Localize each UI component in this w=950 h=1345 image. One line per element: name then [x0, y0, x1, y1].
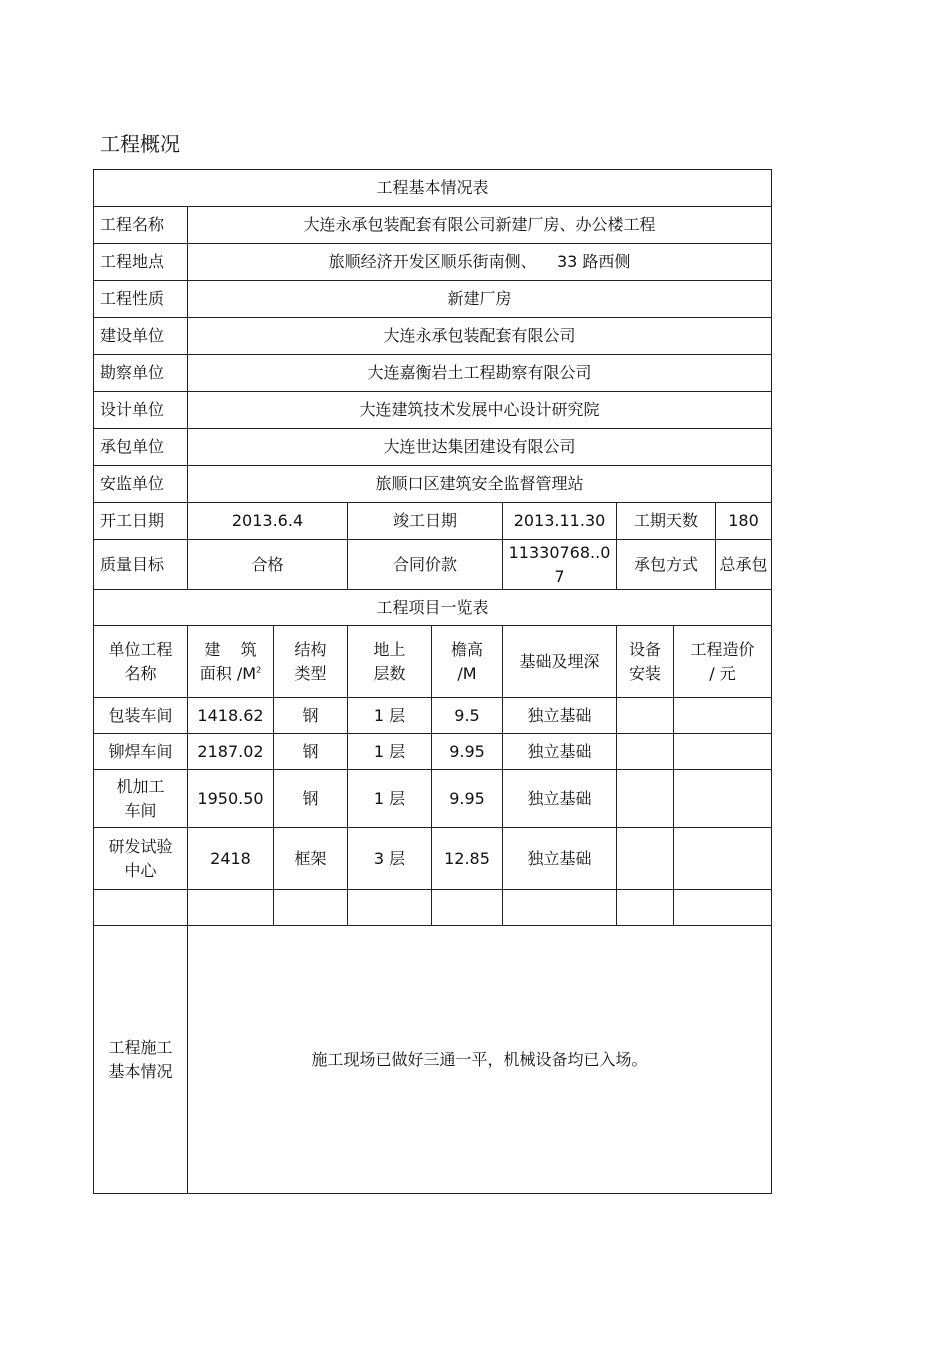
foundation-cell: 独立基础	[503, 828, 617, 890]
unit-name	[94, 734, 188, 770]
field-label: 承包单位	[94, 429, 188, 466]
site-condition-value: 施工现场已做好三通一平，机械设备均已入场。	[188, 926, 772, 1194]
quality-goal-label: 质量目标	[94, 540, 188, 590]
contract-mode-cell	[617, 540, 771, 589]
empty-cell	[617, 890, 674, 926]
owner-unit-value: 大连永承包装配套有限公司	[188, 318, 772, 355]
field-label: 建设单位	[94, 318, 188, 355]
area-cell: 1418.62	[188, 698, 274, 734]
survey-unit-value: 大连嘉衡岩土工程勘察有限公司	[188, 355, 772, 392]
field-label: 勘察单位	[94, 355, 188, 392]
empty-cell	[274, 890, 348, 926]
equipment-cell	[617, 828, 674, 890]
header-line	[190, 662, 271, 686]
header-line: 设备	[628, 639, 661, 659]
empty-row	[94, 890, 772, 926]
header-line: 安装	[628, 663, 661, 683]
empty-cell	[348, 890, 432, 926]
header-line: /M	[457, 663, 477, 683]
project-table-title: 工程项目一览表	[94, 590, 772, 626]
safety-supervisor-value: 旅顺口区建筑安全监督管理站	[188, 466, 772, 503]
quality-goal-value: 合格	[188, 540, 348, 590]
contract-mode-value: 总承包	[719, 554, 768, 574]
empty-cell	[503, 890, 617, 926]
height-cell: 9.95	[432, 734, 503, 770]
table-row	[94, 207, 772, 244]
unit-name-line: 机加工	[116, 776, 165, 796]
structure-cell: 钢	[274, 698, 348, 734]
contract-price-label: 合同价款	[348, 540, 503, 590]
area-cell: 1950.50	[188, 770, 274, 828]
unit-name	[94, 698, 188, 734]
header-line: 类型	[294, 663, 327, 683]
header-line: 层数	[373, 663, 406, 683]
foundation-cell: 独立基础	[503, 734, 617, 770]
site-condition-row	[94, 926, 772, 1194]
table-row	[94, 734, 772, 770]
unit-name	[94, 828, 188, 890]
table-row	[94, 281, 772, 318]
header-height	[432, 626, 503, 698]
table-row	[94, 828, 772, 890]
header-cost	[674, 626, 772, 698]
superscript: 2	[256, 665, 262, 675]
cost-cell	[674, 770, 772, 828]
equipment-cell	[617, 734, 674, 770]
empty-cell	[674, 890, 772, 926]
dates-row	[94, 503, 772, 540]
area-cell: 2418	[188, 828, 274, 890]
quality-row	[94, 540, 772, 590]
unit-name-line: 铆焊车间	[108, 741, 173, 761]
header-foundation: 基础及埋深	[503, 626, 617, 698]
basic-table-title: 工程基本情况表	[94, 170, 772, 207]
basic-table-title-row	[94, 170, 772, 207]
table-row	[94, 355, 772, 392]
header-structure	[274, 626, 348, 698]
header-area	[188, 626, 274, 698]
floors-cell: 3 层	[348, 828, 432, 890]
empty-cell	[432, 890, 503, 926]
floors-cell: 1 层	[348, 698, 432, 734]
header-equipment	[617, 626, 674, 698]
field-label: 工程名称	[94, 207, 188, 244]
end-date-value: 2013.11.30	[503, 503, 617, 540]
structure-cell: 钢	[274, 734, 348, 770]
site-label-line: 基本情况	[108, 1061, 173, 1081]
header-floors	[348, 626, 432, 698]
foundation-cell: 独立基础	[503, 770, 617, 828]
project-table-title-row	[94, 590, 772, 626]
table-row	[94, 429, 772, 466]
floors-cell: 1 层	[348, 770, 432, 828]
page-title: 工程概况	[100, 132, 180, 156]
duration-label: 工期天数	[617, 503, 716, 539]
header-line: 名称	[124, 663, 157, 683]
project-name-value: 大连永承包装配套有限公司新建厂房、办公楼工程	[188, 207, 772, 244]
unit-name-line: 包装车间	[108, 705, 173, 725]
contract-price-value	[503, 540, 617, 590]
cost-cell	[674, 828, 772, 890]
height-cell: 12.85	[432, 828, 503, 890]
field-label: 安监单位	[94, 466, 188, 503]
duration-value: 180	[728, 511, 759, 530]
site-label-line: 工程施工	[108, 1037, 173, 1057]
cost-cell	[674, 698, 772, 734]
table-row	[94, 466, 772, 503]
table-row	[94, 392, 772, 429]
end-date-label: 竣工日期	[348, 503, 503, 540]
start-date-label: 开工日期	[94, 503, 188, 540]
project-overview-table	[93, 169, 772, 1194]
header-line: 檐高	[450, 639, 483, 659]
header-text: 面积 /M	[199, 663, 257, 683]
field-label: 设计单位	[94, 392, 188, 429]
table-row	[94, 770, 772, 828]
contract-mode-label: 承包方式	[617, 540, 716, 589]
equipment-cell	[617, 698, 674, 734]
floors-cell: 1 层	[348, 734, 432, 770]
project-table-header	[94, 626, 772, 698]
header-line: 结构	[294, 639, 327, 659]
table-row	[94, 244, 772, 281]
duration-cell	[617, 503, 771, 539]
site-condition-label	[94, 926, 188, 1194]
empty-cell	[94, 890, 188, 926]
contractor-value: 大连世达集团建设有限公司	[188, 429, 772, 466]
project-location-value: 旅顺经济开发区顺乐街南侧、 33 路西侧	[188, 244, 772, 281]
structure-cell: 框架	[274, 828, 348, 890]
cost-cell	[674, 734, 772, 770]
header-unit-name	[94, 626, 188, 698]
height-cell: 9.95	[432, 770, 503, 828]
unit-name-line: 研发试验	[108, 836, 173, 856]
structure-cell: 钢	[274, 770, 348, 828]
unit-name	[94, 770, 188, 828]
empty-cell	[188, 890, 274, 926]
design-unit-value: 大连建筑技术发展中心设计研究院	[188, 392, 772, 429]
unit-name-line: 车间	[124, 800, 157, 820]
header-line: / 元	[709, 663, 736, 683]
contract-price-line2: 7	[554, 566, 565, 586]
unit-name-line: 中心	[124, 860, 157, 880]
header-line: 建 筑	[204, 639, 257, 659]
area-cell: 2187.02	[188, 734, 274, 770]
table-row	[94, 698, 772, 734]
start-date-value: 2013.6.4	[188, 503, 348, 540]
contract-price-line1: 11330768..0	[508, 542, 611, 562]
foundation-cell: 独立基础	[503, 698, 617, 734]
header-line: 单位工程	[108, 639, 173, 659]
field-label: 工程性质	[94, 281, 188, 318]
equipment-cell	[617, 770, 674, 828]
header-line: 工程造价	[690, 639, 755, 659]
header-line: 地上	[373, 639, 406, 659]
height-cell: 9.5	[432, 698, 503, 734]
project-nature-value: 新建厂房	[188, 281, 772, 318]
field-label: 工程地点	[94, 244, 188, 281]
table-row	[94, 318, 772, 355]
